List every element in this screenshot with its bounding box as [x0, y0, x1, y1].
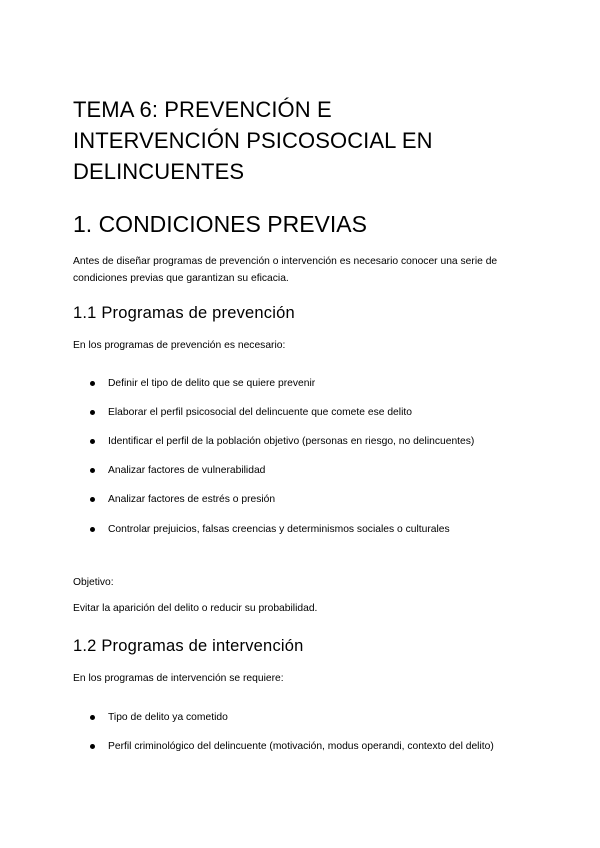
objective-label: Objetivo: — [73, 577, 114, 588]
list-item: Elaborar el perfil psicosocial del delincuente que comete ese delito — [73, 406, 474, 419]
list-item: Analizar factores de vulnerabilidad — [73, 464, 474, 477]
subsection-heading-intervention: 1.2 Programas de intervención — [73, 637, 304, 655]
bullet-dot-icon — [90, 381, 95, 386]
bullet-dot-icon — [90, 715, 95, 720]
intervention-list — [73, 711, 494, 753]
list-item: Perfil criminológico del delincuente (motivación, modus operandi, contexto del delito) — [73, 740, 494, 753]
section-intro-paragraph: Antes de diseñar programas de prevención o intervención es necesario conocer una serie de condiciones previas que garantizan su eficacia. — [73, 256, 498, 284]
title-line-2: INTERVENCIÓN PSICOSOCIAL EN — [73, 128, 433, 153]
bullet-dot-icon — [90, 410, 95, 415]
list-item: Tipo de delito ya cometido — [73, 711, 494, 724]
section-heading: 1. CONDICIONES PREVIAS — [73, 211, 367, 237]
title-line-3: DELINCUENTES — [73, 159, 245, 184]
objective-text: Evitar la aparición del delito o reducir su probabilidad. — [73, 603, 318, 614]
bullet-dot-icon — [90, 468, 95, 473]
document-title — [73, 94, 433, 187]
prevention-list — [73, 377, 474, 536]
subsection-heading-prevention: 1.1 Programas de prevención — [73, 304, 295, 322]
bullet-dot-icon — [90, 497, 95, 502]
list-item: Controlar prejuicios, falsas creencias y determinismos sociales o culturales — [73, 523, 474, 536]
prevention-intro: En los programas de prevención es necesario: — [73, 340, 286, 351]
list-item: Analizar factores de estrés o presión — [73, 493, 474, 506]
intervention-intro: En los programas de intervención se requiere: — [73, 673, 284, 684]
title-line-1: TEMA 6: PREVENCIÓN E — [73, 97, 332, 122]
bullet-dot-icon — [90, 527, 95, 532]
list-item: Definir el tipo de delito que se quiere prevenir — [73, 377, 474, 390]
list-item: Identificar el perfil de la población objetivo (personas en riesgo, no delincuentes) — [73, 435, 474, 448]
bullet-dot-icon — [90, 744, 95, 749]
bullet-dot-icon — [90, 439, 95, 444]
